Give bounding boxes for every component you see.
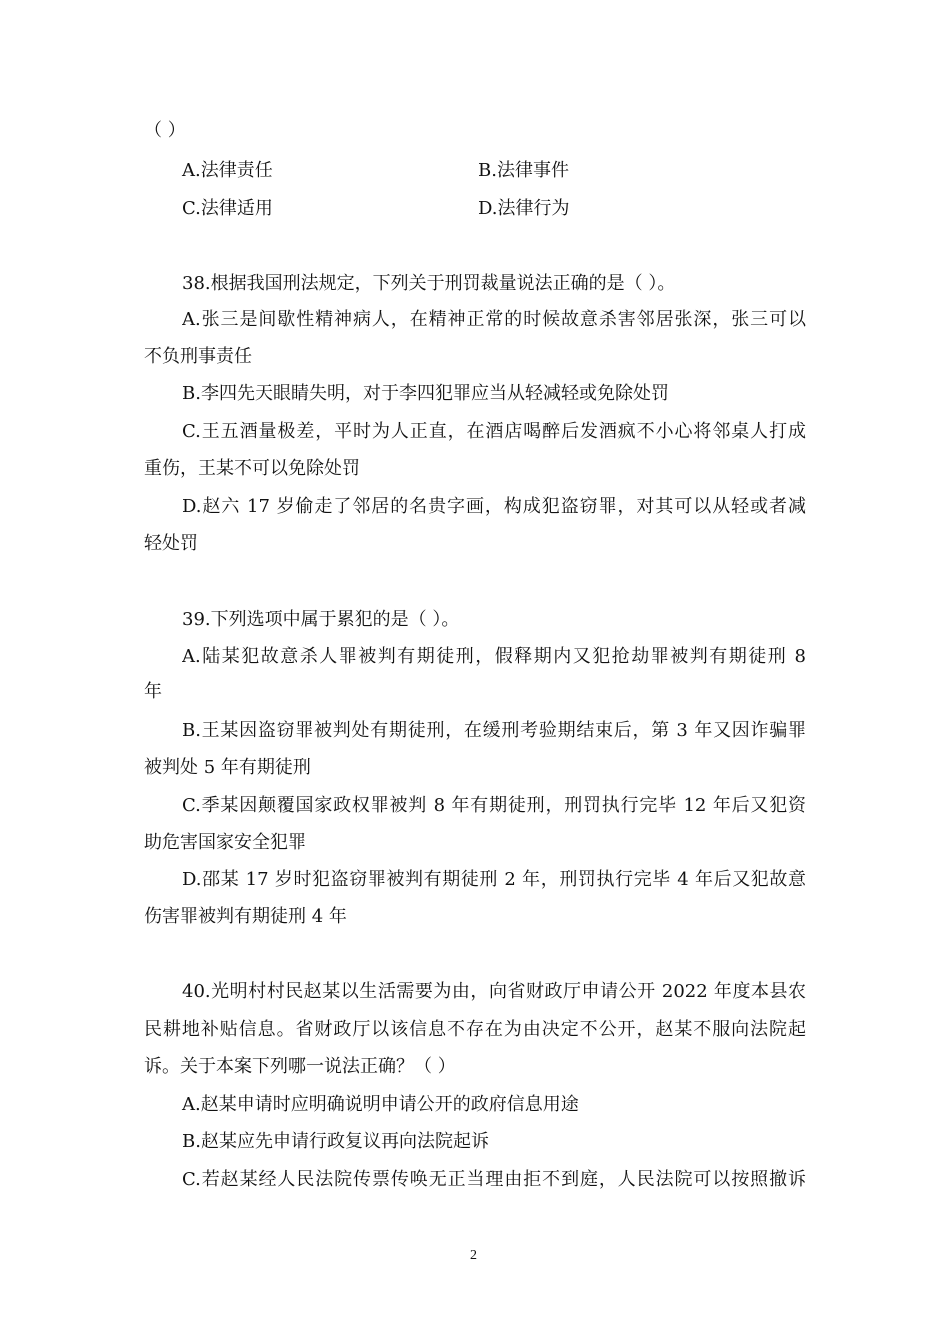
- option-c: C.季某因颠覆国家政权罪被判 8 年有期徒刑，刑罚执行完毕 12 年后又犯资: [182, 795, 806, 816]
- option-b: B.李四先天眼睛失明，对于李四犯罪应当从轻减轻或免除处罚: [182, 383, 669, 404]
- option-a-cont: 年: [144, 681, 162, 702]
- option-d-cont: 轻处罚: [144, 533, 198, 554]
- page-number: 2: [470, 1248, 477, 1263]
- option-a: A.法律责任: [182, 160, 273, 181]
- option-d: D.邵某 17 岁时犯盗窃罪被判有期徒刑 2 年，刑罚执行完毕 4 年后又犯故意: [182, 869, 806, 890]
- question-stem: 39.下列选项中属于累犯的是（ ）。: [182, 609, 460, 630]
- option-c-cont: 助危害国家安全犯罪: [144, 832, 306, 853]
- option-d: D.法律行为: [478, 198, 570, 219]
- option-d-cont: 伤害罪被判有期徒刑 4 年: [144, 906, 347, 927]
- option-b: B.赵某应先申请行政复议再向法院起诉: [182, 1131, 489, 1152]
- question-stem-cont: 民耕地补贴信息。省财政厅以该信息不存在为由决定不公开，赵某不服向法院起: [144, 1019, 806, 1040]
- option-a: A.赵某申请时应明确说明申请公开的政府信息用途: [182, 1094, 579, 1115]
- question-stem: 40.光明村村民赵某以生活需要为由，向省财政厅申请公开 2022 年度本县农: [182, 981, 806, 1002]
- option-b: B.王某因盗窃罪被判处有期徒刑，在缓刑考验期结束后，第 3 年又因诈骗罪: [182, 720, 806, 741]
- option-c: C.若赵某经人民法院传票传唤无正当理由拒不到庭，人民法院可以按照撤诉: [182, 1169, 806, 1190]
- option-a-cont: 不负刑事责任: [144, 346, 252, 367]
- option-d: D.赵六 17 岁偷走了邻居的名贵字画，构成犯盗窃罪，对其可以从轻或者减: [182, 496, 806, 517]
- option-c-cont: 重伤，王某不可以免除处罚: [144, 458, 360, 479]
- option-b: B.法律事件: [478, 160, 569, 181]
- question-stem-cont: 诉。关于本案下列哪一说法正确？（ ）: [144, 1056, 456, 1077]
- option-b-cont: 被判处 5 年有期徒刑: [144, 757, 311, 778]
- question-stem: 38.根据我国刑法规定，下列关于刑罚裁量说法正确的是（ ）。: [182, 273, 676, 294]
- answer-blank: （ ）: [144, 120, 186, 141]
- option-c: C.法律适用: [182, 198, 273, 219]
- option-a: A.张三是间歇性精神病人，在精神正常的时候故意杀害邻居张深，张三可以: [182, 309, 806, 330]
- option-c: C.王五酒量极差，平时为人正直，在酒店喝醉后发酒疯不小心将邻桌人打成: [182, 421, 806, 442]
- option-a: A.陆某犯故意杀人罪被判有期徒刑，假释期内又犯抢劫罪被判有期徒刑 8: [182, 646, 806, 667]
